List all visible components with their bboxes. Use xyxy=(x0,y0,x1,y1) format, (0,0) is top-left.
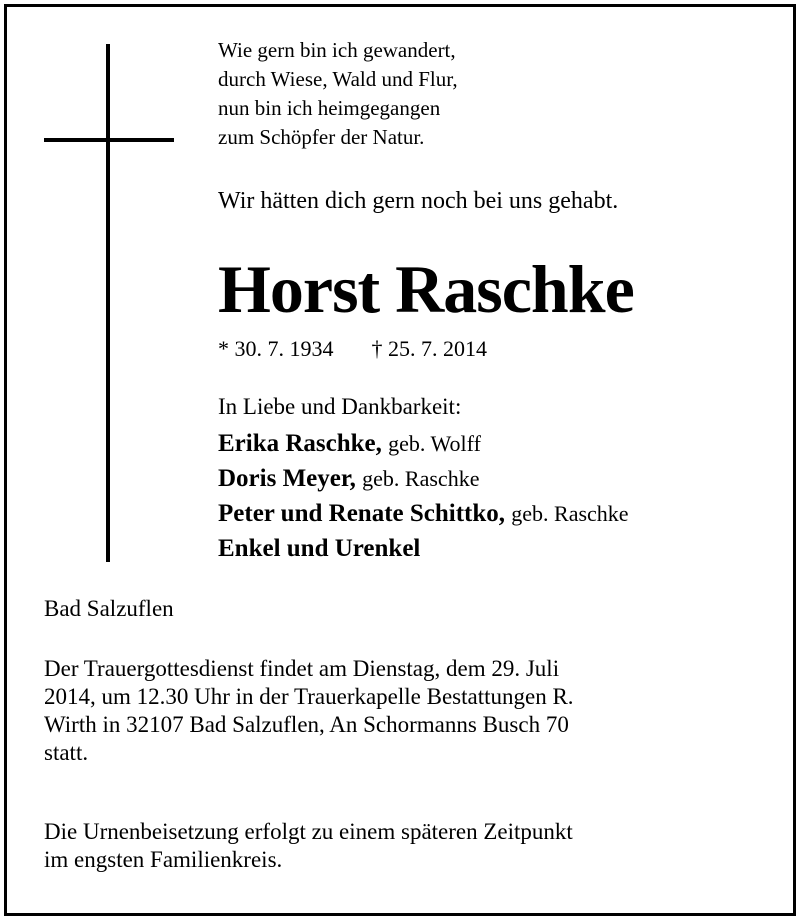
life-dates xyxy=(218,334,487,364)
mourner xyxy=(218,426,629,461)
death-date: † 25. 7. 2014 xyxy=(371,336,487,361)
mourner-name: Erika Raschke, xyxy=(218,430,382,457)
poem-line: durch Wiese, Wald und Flur, xyxy=(218,67,458,91)
cross-icon-bar xyxy=(44,138,174,142)
mourner-birth-name: geb. Raschke xyxy=(511,501,629,526)
mourner-list xyxy=(218,426,629,566)
place: Bad Salzuflen xyxy=(44,596,174,621)
mourner-name: Peter und Renate Schittko, xyxy=(218,500,506,527)
burial-info xyxy=(44,818,774,874)
poem-line: zum Schöpfer der Natur. xyxy=(218,125,425,149)
dedication: In Liebe und Dankbarkeit: xyxy=(218,394,462,419)
deceased-name: Horst Raschke xyxy=(218,251,634,327)
mourner xyxy=(218,461,629,496)
poem xyxy=(218,36,458,152)
mourner-name: Enkel und Urenkel xyxy=(218,535,421,562)
service-line: 2014, um 12.30 Uhr in der Trauerkapelle Bestattungen R. xyxy=(44,684,574,709)
mourner-birth-name: geb. Raschke xyxy=(362,466,480,491)
poem-line: nun bin ich heimgegangen xyxy=(218,96,441,120)
service-line: statt. xyxy=(44,740,89,765)
cross-icon xyxy=(106,44,110,562)
mourner xyxy=(218,531,629,566)
poem-line: Wie gern bin ich gewandert, xyxy=(218,38,456,62)
service-info xyxy=(44,655,774,767)
mourner-name: Doris Meyer, xyxy=(218,465,356,492)
farewell-wish: Wir hätten dich gern noch bei uns gehabt. xyxy=(218,188,619,214)
service-line: Der Trauergottesdienst findet am Dienstag, dem 29. Juli xyxy=(44,656,560,681)
mourner xyxy=(218,496,629,531)
mourner-birth-name: geb. Wolff xyxy=(388,431,481,456)
service-line: Wirth in 32107 Bad Salzuflen, An Schormanns Busch 70 xyxy=(44,712,569,737)
birth-date: * 30. 7. 1934 xyxy=(218,336,334,361)
burial-line: Die Urnenbeisetzung erfolgt zu einem späteren Zeitpunkt xyxy=(44,819,573,844)
burial-line: im engsten Familienkreis. xyxy=(44,847,283,872)
